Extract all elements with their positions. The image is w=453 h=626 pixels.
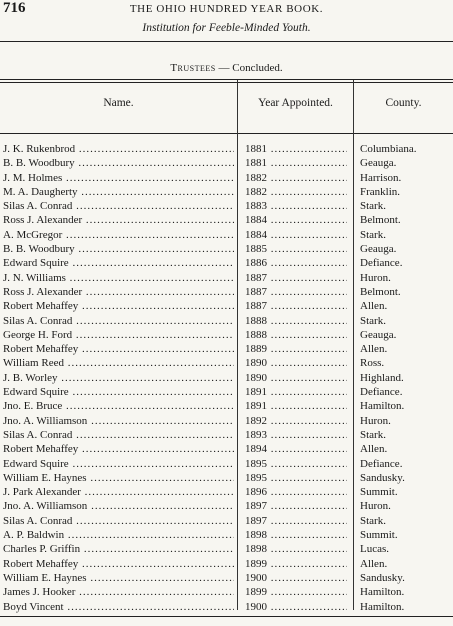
trustee-name: B. B. Woodbury ..... [3,156,234,170]
trustee-name: Jno. A. Williamson ..... [3,499,234,513]
year-appointed: 1889 ..... [245,342,347,356]
column-header-name: Name. [103,97,134,109]
table-caption [0,62,453,74]
year-appointed: 1897 ..... [245,514,347,528]
table-row [0,142,453,156]
year-appointed: 1900 ..... [245,571,347,585]
county: Belmont. [360,214,401,227]
county: Hamilton. [360,600,405,613]
trustee-name: Silas A. Conrad ..... [3,428,234,442]
year-appointed: 1882 ..... [245,185,347,199]
year-appointed: 1896 ..... [245,485,347,499]
header-bottom-rule [0,133,453,134]
table-row [0,399,453,413]
table-row [0,499,453,513]
table-row [0,228,453,242]
county: Stark. [360,314,386,327]
trustee-name: William Reed ..... [3,356,234,370]
trustee-name: J. K. Rukenbrod ..... [3,142,234,156]
year-appointed: 1888 ..... [245,328,347,342]
year-appointed: 1898 ..... [245,528,347,542]
county: Highland. [360,371,404,384]
table-row [0,471,453,485]
table-row [0,156,453,170]
page-number: 716 [3,0,26,16]
table-row [0,242,453,256]
trustee-name: A. P. Baldwin ..... [3,528,234,542]
header-rule [0,41,453,42]
trustee-name: J. Park Alexander ..... [3,485,234,499]
county: Allen. [360,300,388,313]
table-row [0,571,453,585]
trustee-name: George H. Ford ..... [3,328,234,342]
county: Defiance. [360,386,403,399]
table-row [0,414,453,428]
county: Columbiana. [360,143,417,155]
year-appointed: 1891 ..... [245,385,347,399]
county: Summit. [360,486,398,499]
table-row [0,271,453,285]
year-appointed: 1898 ..... [245,542,347,556]
table-top-rule-inner [0,82,453,83]
county: Stark. [360,428,386,441]
table-row [0,285,453,299]
year-appointed: 1897 ..... [245,499,347,513]
county: Allen. [360,343,388,356]
section-subtitle: Institution for Feeble-Minded Youth. [142,22,311,34]
year-appointed: 1894 ..... [245,442,347,456]
trustee-name: Edward Squire ..... [3,457,234,471]
trustee-name: Jno. E. Bruce ..... [3,399,234,413]
year-appointed: 1882 ..... [245,171,347,185]
county: Stark. [360,200,386,213]
year-appointed: 1900 ..... [245,600,347,614]
county: Geauga. [360,157,397,170]
county: Stark. [360,228,386,241]
table-row [0,213,453,227]
table-row [0,542,453,556]
county: Sandusky. [360,571,405,584]
trustee-name: William E. Haynes ..... [3,571,234,585]
county: Stark. [360,514,386,527]
year-appointed: 1891 ..... [245,399,347,413]
trustee-name: Robert Mehaffey ..... [3,299,234,313]
trustee-name: Boyd Vincent ..... [3,600,234,614]
trustee-name: J. B. Worley ..... [3,371,234,385]
caption-label: Trustees [170,62,216,74]
table-row [0,328,453,342]
year-appointed: 1899 ..... [245,585,347,599]
table-row [0,199,453,213]
county: Hamilton. [360,586,405,599]
year-appointed: 1895 ..... [245,457,347,471]
table-row [0,485,453,499]
county: Ross. [360,357,385,370]
county: Defiance. [360,457,403,470]
county: Huron. [360,500,391,513]
trustee-name: Silas A. Conrad ..... [3,199,234,213]
trustee-name: B. B. Woodbury ..... [3,242,234,256]
year-appointed: 1887 ..... [245,285,347,299]
trustee-name: J. N. Williams ..... [3,271,234,285]
trustee-name: Ross J. Alexander ..... [3,213,234,227]
year-appointed: 1890 ..... [245,356,347,370]
trustee-name: M. A. Daugherty ..... [3,185,234,199]
trustee-name: Silas A. Conrad ..... [3,314,234,328]
table-row [0,171,453,185]
year-appointed: 1886 ..... [245,256,347,270]
table-row [0,342,453,356]
table-row [0,185,453,199]
county: Allen. [360,443,388,456]
column-header-county: County. [385,97,422,109]
year-appointed: 1884 ..... [245,213,347,227]
county: Defiance. [360,257,403,270]
trustee-name: Robert Mehaffey ..... [3,557,234,571]
county: Belmont. [360,285,401,298]
county: Geauga. [360,243,397,256]
year-appointed: 1899 ..... [245,557,347,571]
year-appointed: 1893 ..... [245,428,347,442]
table-row [0,442,453,456]
county: Hamilton. [360,400,405,413]
table-row [0,385,453,399]
county: Huron. [360,271,391,284]
trustee-name: Edward Squire ..... [3,256,234,270]
county: Franklin. [360,185,401,198]
year-appointed: 1883 ..... [245,199,347,213]
trustee-name: J. M. Holmes ..... [3,171,234,185]
year-appointed: 1887 ..... [245,299,347,313]
table-row [0,356,453,370]
table-row [0,314,453,328]
table-row [0,585,453,599]
trustee-name: Ross J. Alexander ..... [3,285,234,299]
trustee-name: James J. Hooker ..... [3,585,234,599]
table-row [0,256,453,270]
table-row [0,557,453,571]
year-appointed: 1885 ..... [245,242,347,256]
trustee-table-body [0,142,453,614]
trustee-name: Robert Mehaffey ..... [3,442,234,456]
table-row [0,514,453,528]
county: Lucas. [360,543,390,556]
county: Summit. [360,529,398,542]
table-row [0,371,453,385]
table-row [0,457,453,471]
year-appointed: 1881 ..... [245,142,347,156]
table-row [0,600,453,614]
trustee-name: Jno. A. Williamson ..... [3,414,234,428]
trustee-name: Silas A. Conrad ..... [3,514,234,528]
caption-suffix: — Concluded. [215,62,283,74]
trustee-name: Robert Mehaffey ..... [3,342,234,356]
table-bottom-rule [0,616,453,617]
year-appointed: 1887 ..... [245,271,347,285]
county: Huron. [360,414,391,427]
county: Harrison. [360,171,402,184]
trustee-name: William E. Haynes ..... [3,471,234,485]
trustee-name: Edward Squire ..... [3,385,234,399]
year-appointed: 1892 ..... [245,414,347,428]
year-appointed: 1884 ..... [245,228,347,242]
running-title: THE OHIO HUNDRED YEAR BOOK. [129,3,324,15]
table-row [0,299,453,313]
county: Allen. [360,557,388,570]
table-row [0,528,453,542]
page-header [0,0,453,20]
year-appointed: 1895 ..... [245,471,347,485]
county: Sandusky. [360,471,405,484]
table-row [0,428,453,442]
year-appointed: 1888 ..... [245,314,347,328]
trustee-name: A. McGregor ..... [3,228,234,242]
column-header-year: Year Appointed. [258,97,333,109]
year-appointed: 1881 ..... [245,156,347,170]
year-appointed: 1890 ..... [245,371,347,385]
trustee-name: Charles P. Griffin ..... [3,542,234,556]
table-top-rule [0,79,453,80]
county: Geauga. [360,328,397,341]
